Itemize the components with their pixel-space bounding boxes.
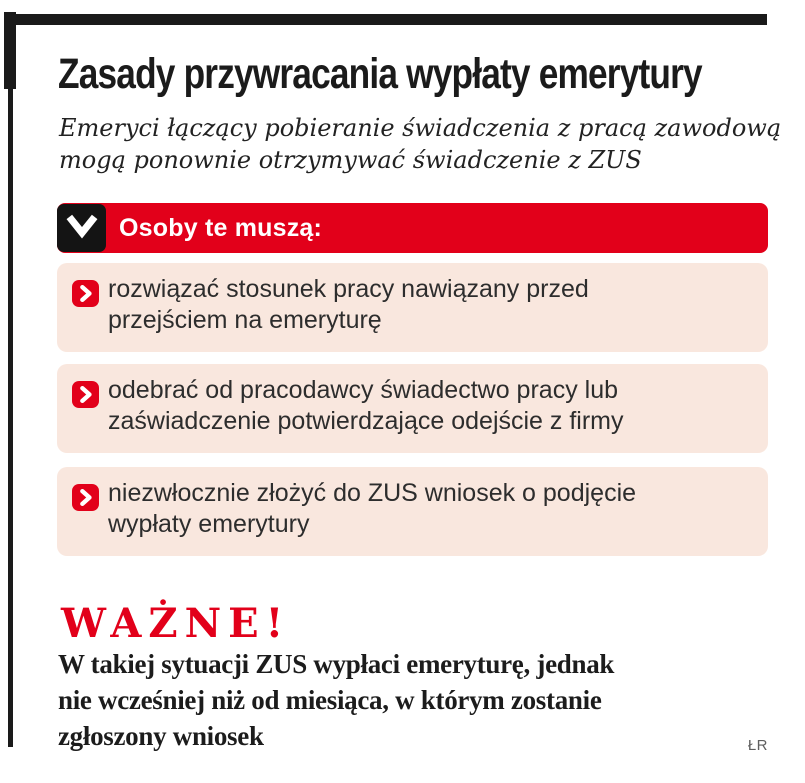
- frame-left-rule: [8, 89, 13, 747]
- note-line-1: W takiej sytuacji ZUS wypłaci emeryturę, jednak: [58, 649, 615, 679]
- frame-corner-block: [4, 12, 16, 89]
- chevron-right-icon: [72, 484, 99, 511]
- list-item-text: [108, 478, 752, 540]
- item-line: zaświadczenie potwierdzające odejście z firmy: [108, 407, 624, 435]
- chevron-right-icon: [72, 280, 99, 307]
- section-header-label: Osoby te muszą:: [119, 214, 323, 242]
- list-item: [57, 467, 768, 556]
- frame-top-rule: [7, 14, 767, 25]
- subtitle-line-2: mogą ponownie otrzymywać świadczenie z ZUS: [59, 146, 642, 174]
- item-line: rozwiązać stosunek pracy nawiązany przed: [108, 275, 589, 303]
- item-line: wypłaty emerytury: [108, 510, 310, 538]
- item-line: odebrać od pracodawcy świadectwo pracy lub: [108, 376, 618, 404]
- note-line-2: nie wcześniej niż od miesiąca, w którym zostanie: [58, 685, 602, 715]
- note-line-3: zgłoszony wniosek: [58, 721, 264, 751]
- item-line: niezwłocznie złożyć do ZUS wniosek o podjęcie: [108, 479, 637, 507]
- important-heading: WAŻNE!: [61, 600, 291, 647]
- section-header-bar: [57, 203, 768, 253]
- list-item-text: [108, 274, 752, 336]
- item-line: przejściem na emeryturę: [108, 306, 382, 334]
- chevron-right-icon: [72, 381, 99, 408]
- credit-initials: ŁR: [747, 737, 768, 754]
- subtitle-line-1: Emeryci łączący pobieranie świadczenia z pracą zawodową: [59, 114, 782, 142]
- page-subtitle: [59, 112, 781, 176]
- list-item: [57, 263, 768, 352]
- checkmark-chevron-icon: [57, 204, 106, 252]
- page-title: Zasady przywracania wypłaty emerytury: [58, 50, 702, 98]
- list-item-text: [108, 375, 752, 437]
- list-item: [57, 364, 768, 453]
- important-note: [58, 646, 614, 754]
